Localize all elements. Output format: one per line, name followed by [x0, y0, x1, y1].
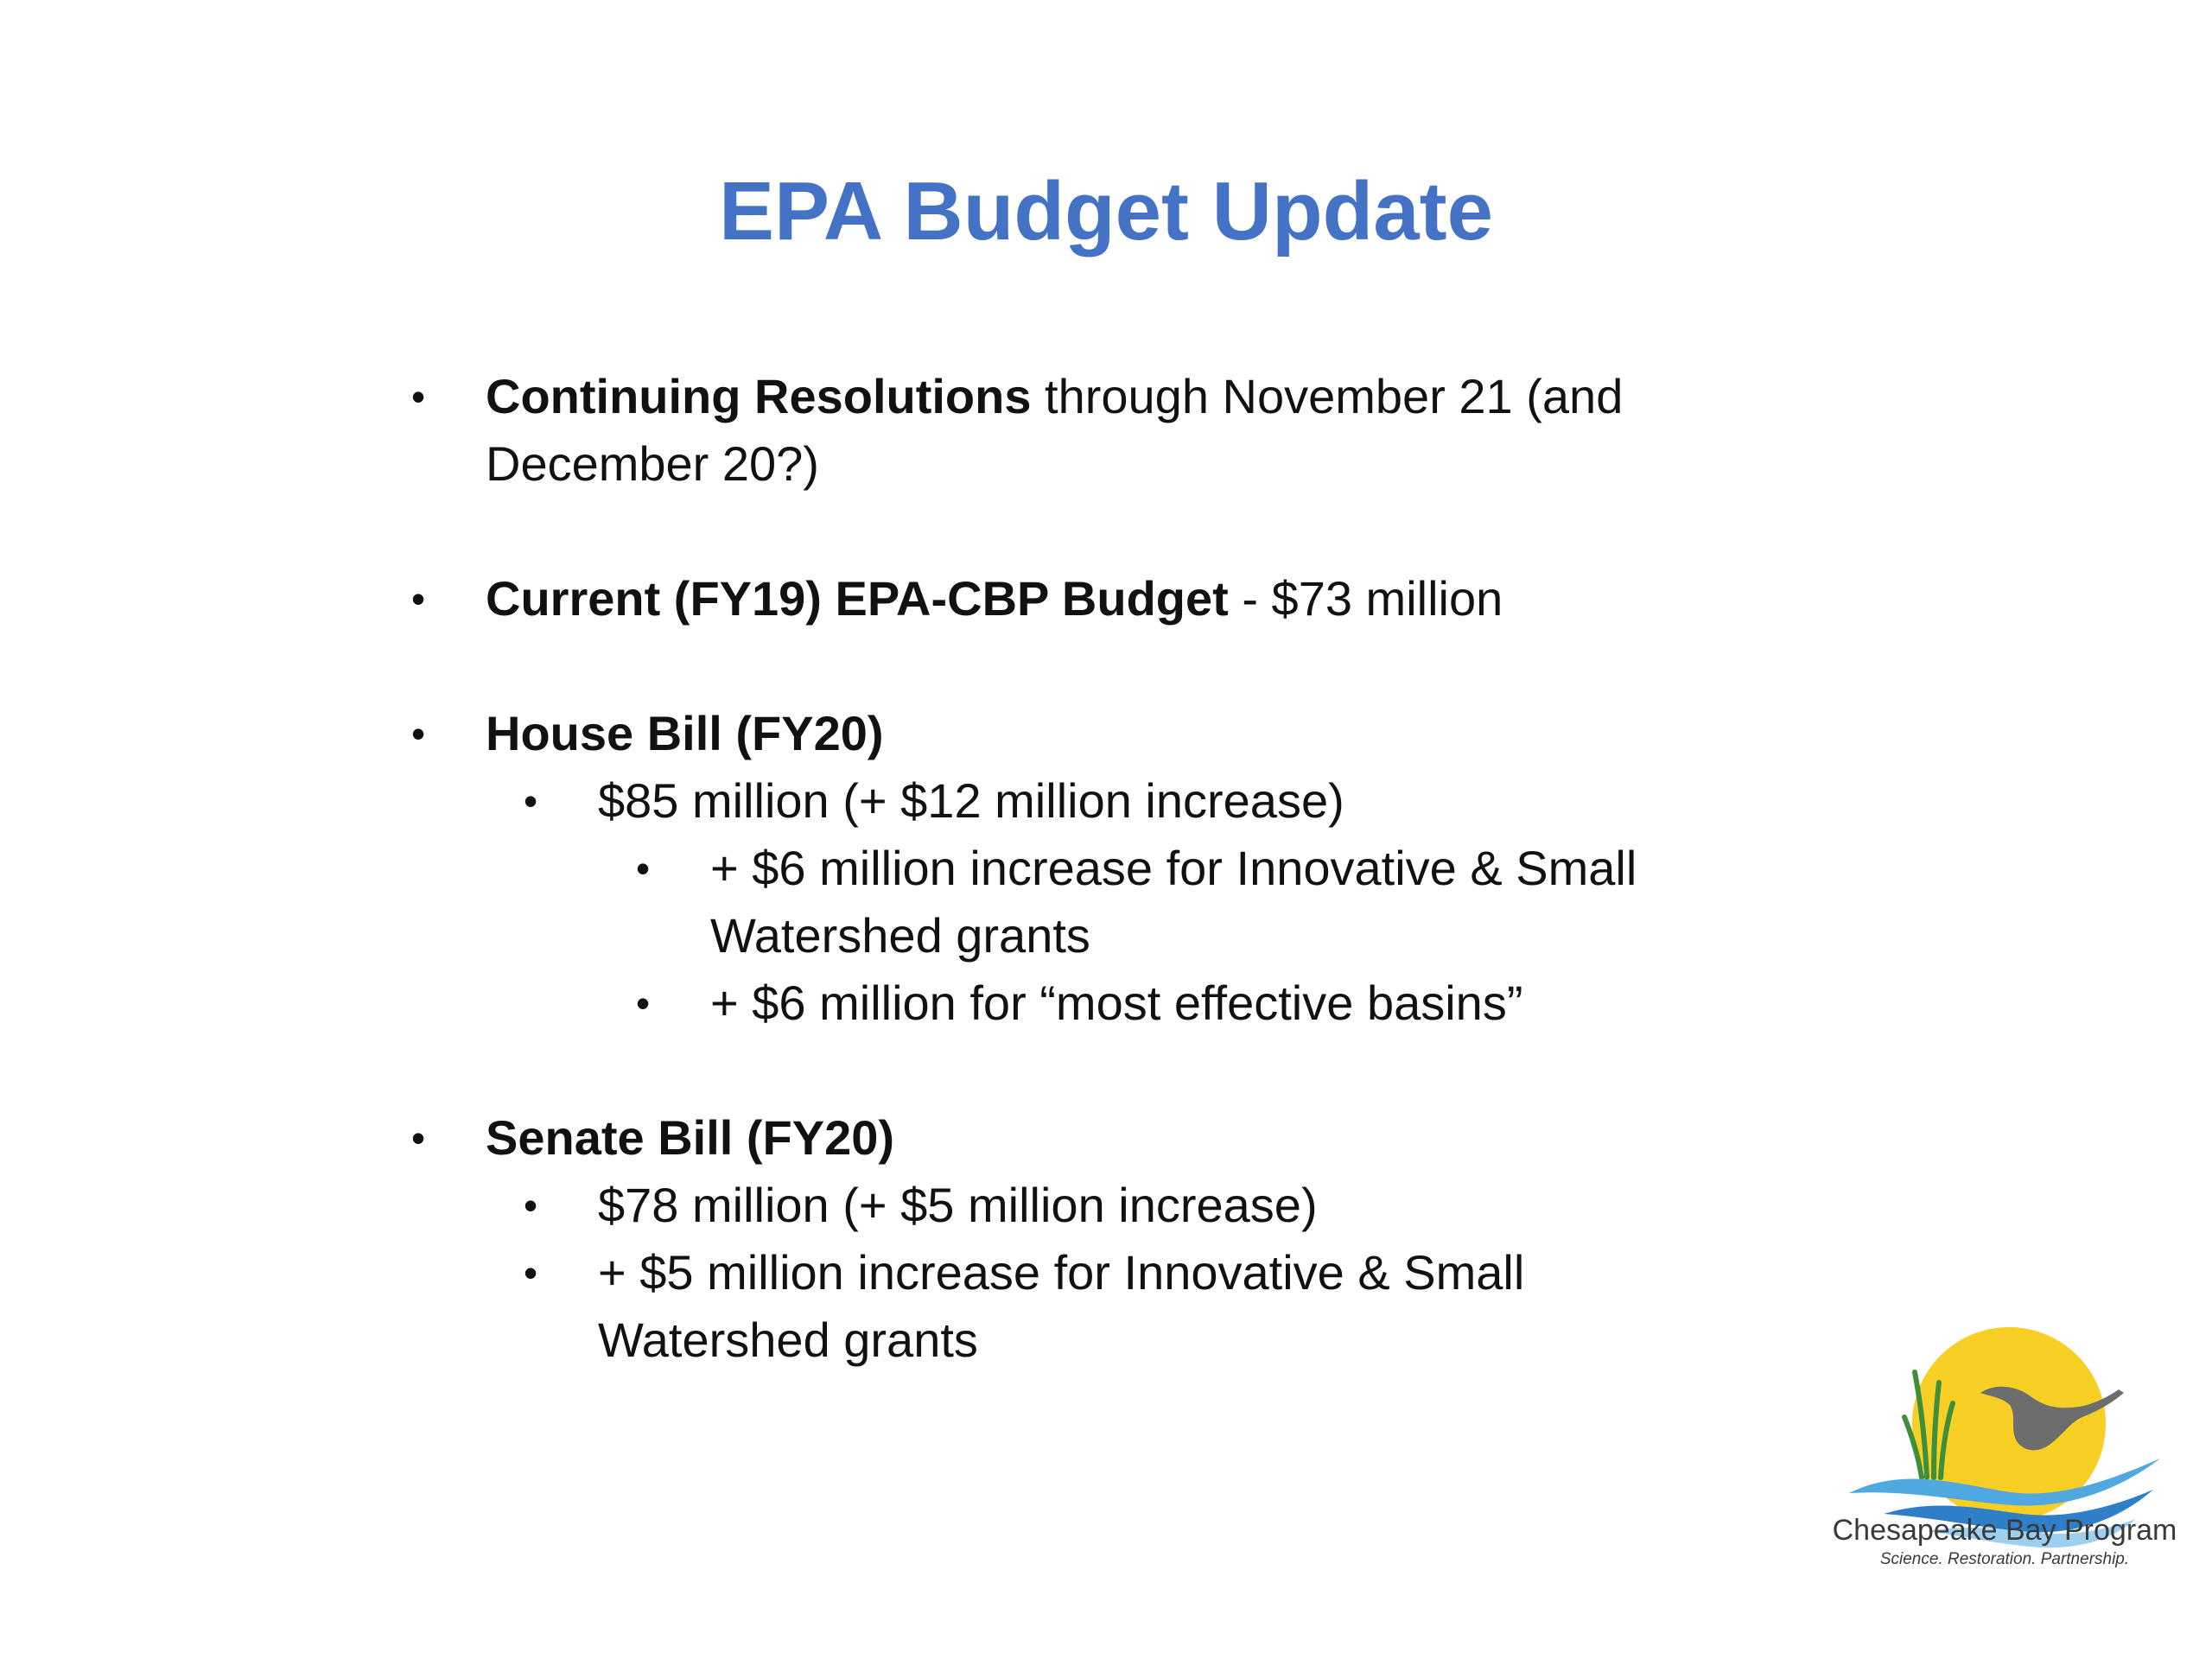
sub-sub-bullet-house-grants: [411, 835, 1811, 902]
bullet-text: + $6 million increase for Innovative & Small: [710, 841, 1637, 895]
bullet-bold-text: Continuing Resolutions: [486, 369, 1032, 423]
bullet-dot: •: [524, 779, 538, 823]
bullet-dot: •: [411, 1116, 426, 1160]
sub-bullet-senate-grants: [411, 1239, 1811, 1306]
bullet-current-budget: [411, 565, 1811, 632]
bullet-house-bill: [411, 700, 1811, 767]
bullet-continuation: [411, 1306, 1811, 1374]
bullet-continuation: [411, 430, 1811, 498]
bullet-dot: •: [411, 711, 426, 756]
spacer: [411, 1037, 1811, 1104]
slide-title: EPA Budget Update: [718, 165, 1493, 257]
bullet-bold-text: House Bill (FY20): [486, 706, 884, 760]
bullet-dot: •: [411, 374, 426, 419]
bullet-text: - $73 million: [1228, 571, 1503, 626]
bullet-bold-text: Current (FY19) EPA-CBP Budget: [486, 571, 1229, 626]
bullet-senate-bill: [411, 1104, 1811, 1172]
bullet-text: $85 million (+ $12 million increase): [598, 773, 1344, 828]
bullet-continuing-resolutions: [411, 363, 1811, 430]
bullet-text: + $5 million increase for Innovative & Small: [598, 1245, 1525, 1300]
bullet-dot: •: [524, 1250, 538, 1295]
bullet-text: $78 million (+ $5 million increase): [598, 1178, 1318, 1232]
bullet-dot: •: [524, 1183, 538, 1228]
bullet-text: Watershed grants: [710, 908, 1090, 963]
bullet-text: December 20?): [486, 436, 819, 491]
bullet-dot: •: [636, 981, 651, 1026]
bullet-bold-text: Senate Bill (FY20): [486, 1110, 895, 1165]
sub-bullet-house-amount: [411, 767, 1811, 835]
logo-tagline: Science. Restoration. Partnership.: [1879, 1550, 2130, 1568]
sub-sub-bullet-house-basins: [411, 969, 1811, 1037]
sub-bullet-senate-amount: [411, 1172, 1811, 1239]
spacer: [411, 632, 1811, 700]
bullet-text: Watershed grants: [598, 1313, 978, 1367]
bullet-dot: •: [636, 846, 651, 891]
bullet-text: + $6 million for “most effective basins”: [710, 976, 1523, 1030]
logo-name: Chesapeake Bay Program: [1832, 1514, 2177, 1547]
bullet-dot: •: [411, 576, 426, 621]
slide-body: [411, 363, 1811, 1374]
bullet-continuation: [411, 902, 1811, 969]
spacer: [411, 498, 1811, 565]
bullet-text: through November 21 (and: [1031, 369, 1624, 423]
